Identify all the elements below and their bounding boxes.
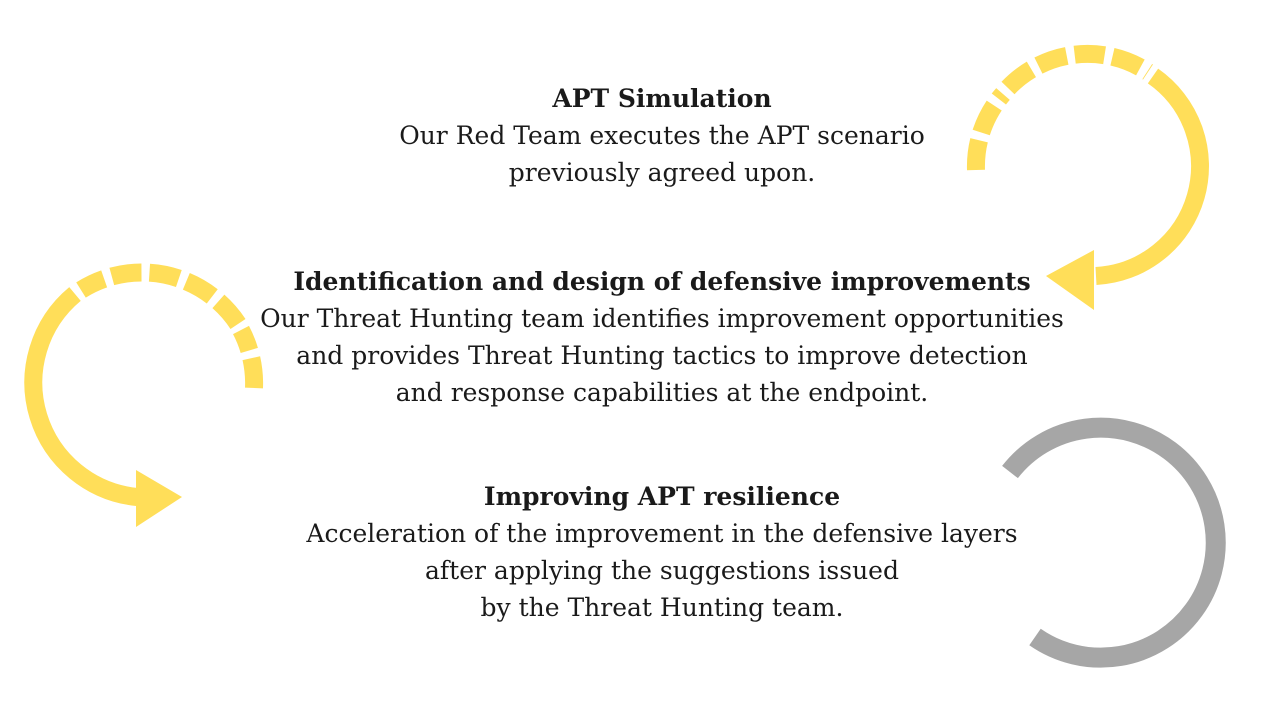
yellow-curved-arrow-icon — [33, 272, 254, 527]
step-description-line: Our Threat Hunting team identifies improvement opportunities — [260, 304, 1064, 333]
step-description-line: Acceleration of the improvement in the defensive layers — [306, 519, 1018, 548]
step-title: Identification and design of defensive improvements — [293, 267, 1031, 296]
step-description-line: previously agreed upon. — [508, 158, 816, 187]
step-title: APT Simulation — [552, 84, 772, 113]
step-apt-simulation — [240, 80, 1084, 191]
step-defensive-improvements — [240, 263, 1084, 411]
step-description-line: Our Red Team executes the APT scenario — [399, 121, 925, 150]
step-description-line: and provides Threat Hunting tactics to improve detection — [296, 341, 1028, 370]
step-apt-resilience — [240, 478, 1084, 626]
step-description-line: and response capabilities at the endpoint. — [395, 378, 929, 407]
step-description-line: after applying the suggestions issued — [425, 556, 899, 585]
step-description-line: by the Threat Hunting team. — [480, 593, 844, 622]
step-title: Improving APT resilience — [483, 482, 841, 511]
